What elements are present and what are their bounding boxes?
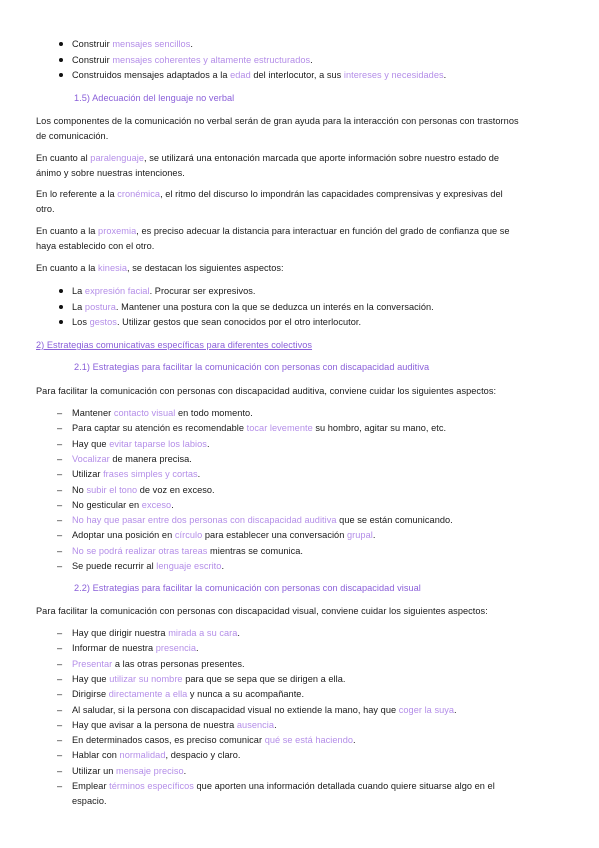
dash-bullet-icon: – [57,561,63,571]
list-item [72,734,356,746]
list-item [72,780,495,792]
dash-bullet-icon: – [57,781,63,791]
text: para establecer una conversación [202,530,347,541]
highlight: No hay que pasar entre dos personas con discapacidad auditiva [72,515,337,526]
text: En lo referente a la [36,189,118,199]
paragraph-line [36,262,284,274]
text: En cuanto a la [36,263,99,273]
text: a las otras personas presentes. [112,658,245,669]
dash-bullet-icon: – [57,765,63,776]
highlight: grupal [346,530,373,541]
bullet-icon [59,305,63,309]
list-item [72,529,375,541]
list-item [72,688,304,700]
list-item [72,545,303,557]
highlight: mensajes sencillos [112,39,191,49]
highlight: frases simples y cortas [103,469,198,480]
text: , es preciso adecuar la distancia para interactuar en función del grado de confianza que se [136,226,510,236]
highlight: cronémica [117,189,161,199]
highlight: qué se está haciendo [264,735,354,746]
text: su hombro, agitar su mano, etc. [312,423,447,434]
dash-bullet-icon: – [57,704,63,715]
text: Hay que dirigir nuestra [72,628,169,638]
text: y nunca a su acompañante. [187,689,305,700]
dash-bullet-icon: – [57,545,63,556]
text: que aporten una información detallada cuando quiere situarse algo en el [193,781,495,791]
paragraph-line: de comunicación. [36,131,109,141]
paragraph-line: ánimo y sobre nuestras intenciones. [36,168,185,178]
bullet-item [72,38,193,50]
bullet-icon [59,42,63,46]
dash-bullet-icon: – [57,735,63,746]
text: , se destacan los siguientes aspectos: [127,263,284,273]
bullet-item [72,54,313,66]
text: La [72,302,85,312]
list-item [72,765,186,777]
text: del interlocutor, a sus [250,70,344,80]
text: . [183,765,187,776]
dash-bullet-icon: – [57,499,63,510]
bullet-icon [59,320,63,324]
text: Adoptar una posición en [72,530,175,541]
dash-bullet-icon: – [57,750,63,761]
dash-bullet-icon: – [57,530,63,541]
text: Emplear [72,781,110,791]
text: Hay que [72,438,110,449]
text: . [206,438,210,449]
bullet-icon [59,58,63,62]
text: Se puede recurrir al [72,561,157,571]
highlight: Vocalizar [72,453,110,464]
list-item [72,704,457,716]
text: Utilizar [72,469,104,480]
list-item [72,560,224,572]
text: Mantener [72,408,114,418]
paragraph-line: Los componentes de la comunicación no verbal serán de gran ayuda para la interacción con personas con trastornos [36,116,519,126]
text: mientras se comunica. [207,545,304,556]
list-item [72,453,192,465]
highlight: Presentar [72,658,113,669]
list-item [72,484,215,496]
text: Hay que avisar a la persona de nuestra [72,719,237,730]
text: , el ritmo del discurso lo impondrán las capacidades comprensivas y expresivas del [160,189,503,199]
text: Hay que [72,673,110,684]
text: La [72,286,85,296]
paragraph-line [36,152,499,164]
list-item [72,499,174,511]
highlight: mensaje preciso [116,765,184,776]
highlight: intereses y necesidades [343,70,444,80]
list-item [72,627,240,639]
highlight: coger la suya [398,704,455,715]
bullet-icon [59,289,63,293]
text: . [221,561,225,571]
highlight: presencia [155,643,197,654]
text: . [237,628,241,638]
text: . [274,719,277,730]
text: Construir [72,39,113,49]
dash-bullet-icon: – [57,438,63,449]
dash-bullet-icon: – [57,453,63,464]
text: de manera precisa. [109,453,192,464]
list-item [72,407,253,419]
paragraph-line: Para facilitar la comunicación con personas con discapacidad auditiva, conviene cuidar los siguientes aspectos: [36,386,497,396]
text: . [190,39,193,49]
list-item-continuation: espacio. [72,796,107,806]
highlight: contacto visual [113,408,176,418]
dash-bullet-icon: – [57,673,63,684]
text: , se utilizará una entonación marcada que aporte información sobre nuestro estado de [144,153,500,163]
subsection-heading: 2.2) Estrategias para facilitar la comunicación con personas con discapacidad visual [74,583,421,593]
dash-bullet-icon: – [57,689,63,700]
highlight: edad [230,70,251,80]
dash-bullet-icon: – [57,628,63,638]
bullet-item [72,285,256,297]
highlight: directamente a ella [108,689,188,700]
paragraph-line: haya establecido con el otro. [36,241,155,251]
highlight: paralenguaje [90,153,145,163]
text: . [197,469,201,480]
highlight: términos específicos [109,781,194,791]
text: Al saludar, si la persona con discapacidad visual no extiende la mano, hay que [72,704,399,715]
text: de voz en exceso. [137,484,215,495]
highlight: No se podrá realizar otras tareas [72,545,208,556]
bullet-item [72,316,361,328]
text: No gesticular en [72,499,142,510]
paragraph-line: otro. [36,204,55,214]
highlight: ausencia [236,719,275,730]
highlight: mirada a su cara [168,628,238,638]
highlight: tocar levemente [246,423,313,434]
dash-bullet-icon: – [57,469,63,480]
text: En determinados casos, es preciso comunicar [72,735,265,746]
text: . Mantener una postura con la que se deduzca un interés en la conversación. [115,302,434,312]
paragraph-line [36,225,510,237]
section-heading: 2) Estrategias comunicativas específicas para diferentes colectivos [36,340,313,350]
text: Construir [72,55,113,65]
text: . [443,70,447,80]
highlight: mensajes coherentes y altamente estructurados [112,55,311,65]
dash-bullet-icon: – [57,719,63,730]
dash-bullet-icon: – [57,643,63,654]
highlight: postura [84,302,116,312]
text: . [171,499,174,510]
text: . [353,735,356,746]
text: que se están comunicando. [336,515,453,526]
text: en todo momento. [175,408,253,418]
text: . [454,704,457,715]
list-item [72,468,200,480]
list-item [72,422,446,434]
text: Los [72,317,90,327]
list-item [72,658,245,670]
text: Hablar con [72,750,120,761]
highlight: expresión facial [84,286,150,296]
list-item [72,719,277,731]
highlight: lenguaje escrito [156,561,222,571]
highlight: kinesia [98,263,127,273]
bullet-icon [59,73,63,77]
text: . Procurar ser expresivos. [149,286,256,296]
highlight: utilizar su nombre [109,673,183,684]
paragraph-line: Para facilitar la comunicación con personas con discapacidad visual, conviene cuidar los siguientes aspectos: [36,606,488,616]
highlight: normalidad [119,750,166,761]
text: . [372,530,376,541]
text: , despacio y claro. [165,750,241,761]
text: para que se sepa que se dirigen a ella. [182,673,346,684]
text: En cuanto al [36,153,91,163]
bullet-item [72,301,434,313]
list-item [72,438,210,450]
list-item [72,673,346,685]
text: . Utilizar gestos que sean conocidos por el otro interlocutor. [116,317,362,327]
highlight: exceso [141,499,172,510]
highlight: subir el tono [86,484,138,495]
text: Utilizar un [72,765,116,776]
dash-bullet-icon: – [57,515,63,526]
highlight: proxemia [98,226,137,236]
highlight: gestos [89,317,117,327]
highlight: círculo [174,530,203,541]
text: . [196,643,199,654]
dash-bullet-icon: – [57,484,63,495]
text: Para captar su atención es recomendable [72,423,247,434]
dash-bullet-icon: – [57,423,63,434]
dash-bullet-icon: – [57,658,63,669]
dash-bullet-icon: – [57,408,63,418]
text: Construidos mensajes adaptados a la [72,70,231,80]
text: No [72,484,87,495]
list-item [72,642,199,654]
subsection-heading: 2.1) Estrategias para facilitar la comunicación con personas con discapacidad auditiva [74,362,430,372]
bullet-item [72,69,446,81]
text: . [310,55,313,65]
highlight: evitar taparse los labios [109,438,207,449]
text: Dirigirse [72,689,109,700]
text: En cuanto a la [36,226,99,236]
paragraph-line [36,188,503,200]
list-item [72,749,241,761]
section-heading: 1.5) Adecuación del lenguaje no verbal [74,93,235,103]
list-item [72,514,453,526]
text: Informar de nuestra [72,643,156,654]
